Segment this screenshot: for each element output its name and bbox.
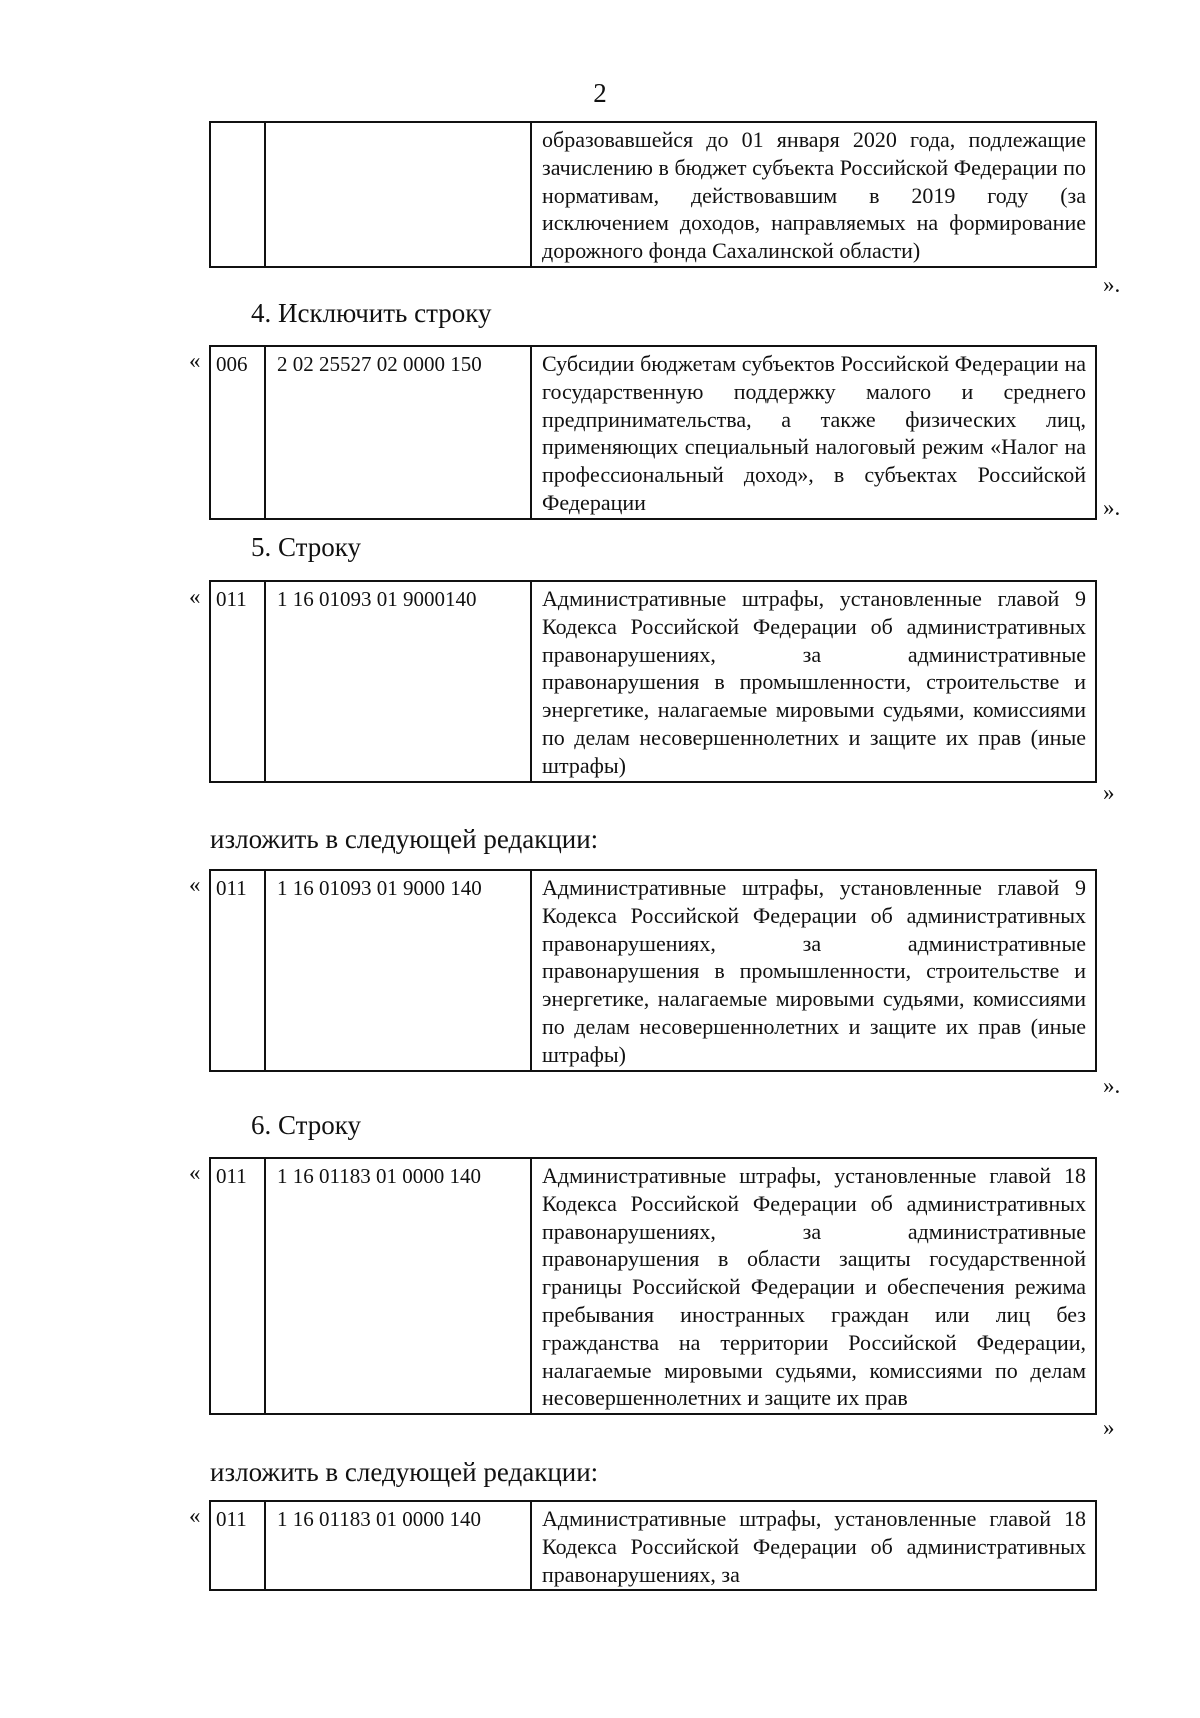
description-cell: Субсидии бюджетам субъектов Российской Федерации на государственную поддержку малого и среднего предпринимательства, а также физических лиц, применяющих специальный налоговый режим «Налог на профессиональный доход», в субъектах Российской Федерации xyxy=(531,346,1096,519)
closing-quote: » xyxy=(1103,1415,1115,1440)
kbk-cell xyxy=(265,122,531,267)
table-row-old xyxy=(209,580,1097,783)
kbk-cell: 1 16 01183 01 0000 140 xyxy=(265,1501,531,1590)
kbk-cell: 1 16 01093 01 9000 140 xyxy=(265,870,531,1071)
page-number: 2 xyxy=(593,78,607,108)
closing-quote: ». xyxy=(1103,1073,1121,1098)
kbk-cell: 1 16 01183 01 0000 140 xyxy=(265,1158,531,1414)
code-cell: 011 xyxy=(210,581,265,782)
heading-item-6: 6. Строку xyxy=(251,1110,362,1140)
opening-quote: « xyxy=(189,1503,201,1528)
description-cell: Административные штрафы, установленные главой 9 Кодекса Российской Федерации об административных правонарушениях, за административные правонарушения в промышленности, строительстве и энергетике, налагаемые мировыми судьями, комиссиями по делам несовершеннолетних и защите их прав (иные штрафы) xyxy=(531,581,1096,782)
description-cell: Административные штрафы, установленные главой 9 Кодекса Российской Федерации об административных правонарушениях, за административные правонарушения в промышленности, строительстве и энергетике, налагаемые мировыми судьями, комиссиями по делам несовершеннолетних и защите их прав (иные штрафы) xyxy=(531,870,1096,1071)
heading-item-4: 4. Исключить строку xyxy=(251,298,492,328)
heading-edit-b: изложить в следующей редакции: xyxy=(210,1457,599,1487)
kbk-cell: 2 02 25527 02 0000 150 xyxy=(265,346,531,519)
heading-edit-a: изложить в следующей редакции: xyxy=(210,824,599,854)
code-cell: 011 xyxy=(210,1158,265,1414)
table-row-new xyxy=(209,1500,1097,1591)
heading-item-5: 5. Строку xyxy=(251,532,362,562)
closing-quote: ». xyxy=(1103,495,1121,520)
description-cell: образовавшейся до 01 января 2020 года, подлежащие зачислению в бюджет субъекта Российской Федерации по нормативам, действовавшим в 2019 году (за исключением доходов, направляемых на формирование дорожного фонда Сахалинской области) xyxy=(531,122,1096,267)
table-row-continuation xyxy=(209,121,1097,268)
table-row-excluded xyxy=(209,345,1097,520)
code-cell xyxy=(210,122,265,267)
closing-quote: » xyxy=(1103,780,1115,805)
description-cell: Административные штрафы, установленные главой 18 Кодекса Российской Федерации об административных правонарушениях, за xyxy=(531,1501,1096,1590)
opening-quote: « xyxy=(189,872,201,897)
code-cell: 006 xyxy=(210,346,265,519)
closing-quote: ». xyxy=(1103,272,1121,297)
table-row-old xyxy=(209,1157,1097,1415)
code-cell: 011 xyxy=(210,1501,265,1590)
opening-quote: « xyxy=(189,1160,201,1185)
description-cell: Административные штрафы, установленные главой 18 Кодекса Российской Федерации об административных правонарушениях, за административные правонарушения в области защиты государственной границы Российской Федерации и обеспечения режима пребывания иностранных граждан или лиц без гражданства на территории Российской Федерации, налагаемые мировыми судьями, комиссиями по делам несовершеннолетних и защите их прав xyxy=(531,1158,1096,1414)
table-row-new xyxy=(209,869,1097,1072)
code-cell: 011 xyxy=(210,870,265,1071)
kbk-cell: 1 16 01093 01 9000140 xyxy=(265,581,531,782)
opening-quote: « xyxy=(189,348,201,373)
opening-quote: « xyxy=(189,584,201,609)
